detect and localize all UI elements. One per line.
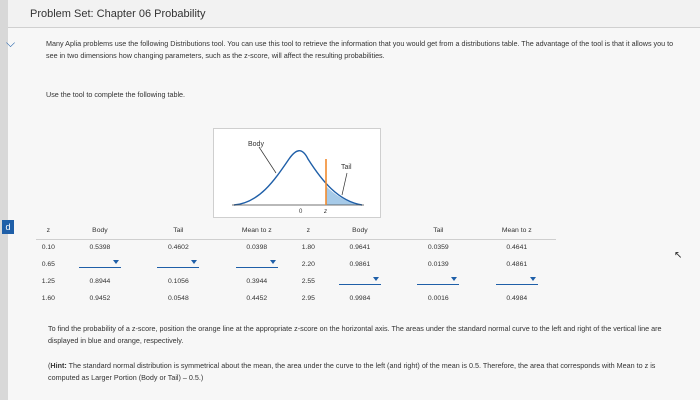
cell-mean-to-z-2: 0.4641 xyxy=(506,244,528,252)
cell-z: 0.10 xyxy=(41,244,55,252)
chevron-down-icon xyxy=(191,260,197,264)
side-tab-icon[interactable]: d xyxy=(2,220,14,234)
hint-paragraph: (Hint: The standard normal distribution is symmetrical about the mean, the area under the curve to the left (and right) of the mean is 0.5. Therefore, the area that corresponds with Mean to z is computed as Larger Portion (Body or Tail) – 0.5.) xyxy=(48,361,656,382)
cell-tail-2: 0.0016 xyxy=(427,295,449,302)
chevron-down-icon xyxy=(113,260,119,264)
col-header-z-2: z xyxy=(296,222,321,239)
mean-to-z-dropdown-2[interactable] xyxy=(478,273,556,290)
cell-z: 0.65 xyxy=(41,261,55,268)
mouse-cursor-icon: ↖ xyxy=(674,250,683,261)
title-bar xyxy=(8,0,700,28)
col-header-z: z xyxy=(36,222,61,239)
col-header-body: Body xyxy=(61,222,139,239)
cell-z-2: 2.55 xyxy=(301,278,315,285)
dropdown-select[interactable] xyxy=(79,260,121,268)
cell-mean-to-z-2: 0.4984 xyxy=(506,295,528,302)
cell-z-2: 1.80 xyxy=(301,244,315,252)
problem-page xyxy=(5,0,700,400)
table-row xyxy=(36,256,556,273)
distribution-diagram[interactable] xyxy=(213,128,381,218)
chevron-down-icon[interactable]: ⌵ xyxy=(6,36,16,50)
col-header-mean-to-z-2: Mean to z xyxy=(478,222,556,239)
page-title: Problem Set: Chapter 06 Probability xyxy=(30,8,206,20)
cell-body-2: 0.9984 xyxy=(349,295,371,302)
normal-curve-graphic xyxy=(214,129,382,219)
chevron-down-icon xyxy=(451,277,457,281)
tail-dropdown-2[interactable] xyxy=(399,273,477,290)
col-header-tail: Tail xyxy=(139,222,217,239)
dropdown-select[interactable] xyxy=(236,260,278,268)
instruction-text: Use the tool to complete the following table. xyxy=(46,90,186,99)
tail-dropdown[interactable] xyxy=(139,256,217,273)
dropdown-select[interactable] xyxy=(157,260,199,268)
intro-text: Many Aplia problems use the following Distributions tool. You can use this tool to retrieve the information that you would get from a distributions table. The advantage of the tool is that it allows you to see in two dimensions how changing parameters, such as the z-score, will affect the resulting probabilities. xyxy=(46,39,674,60)
table-row xyxy=(36,273,556,290)
cell-tail: 0.4602 xyxy=(167,244,189,252)
mean-to-z-dropdown[interactable] xyxy=(218,256,296,273)
hint-text: The standard normal distribution is symmetrical about the mean, the area under the curve to the left (and right) of the mean is 0.5. Therefore, the area that corresponds with Mean to z is computed as Larger Portion (Body or Tail) – 0.5.) xyxy=(48,361,656,382)
cell-tail-2: 0.0359 xyxy=(427,244,449,252)
chevron-down-icon xyxy=(530,277,536,281)
cell-body: 0.5398 xyxy=(89,244,111,252)
cell-body: 0.9452 xyxy=(89,295,111,302)
cell-tail: 0.0548 xyxy=(167,295,189,302)
cell-tail: 0.1056 xyxy=(167,278,189,285)
cell-mean-to-z: 0.3944 xyxy=(246,278,268,285)
instructions-paragraph: To find the probability of a z-score, position the orange line at the appropriate z-score on the horizontal axis. The areas under the standard normal curve to the left and right of the vertical line are displayed in blue and orange, respectively. xyxy=(48,324,662,345)
body-label: Body xyxy=(248,141,264,148)
cell-body: 0.8944 xyxy=(89,278,111,285)
table-row xyxy=(36,239,556,256)
axis-zero-label: 0 xyxy=(299,209,303,215)
cell-mean-to-z: 0.0398 xyxy=(246,244,268,252)
cell-z-2: 2.95 xyxy=(301,295,315,302)
col-header-body-2: Body xyxy=(321,222,399,239)
table-row xyxy=(36,290,556,307)
cell-z-2: 2.20 xyxy=(301,261,315,268)
probability-table xyxy=(36,222,556,307)
cell-mean-to-z-2: 0.4861 xyxy=(506,261,528,268)
normal-curve xyxy=(234,151,362,205)
dropdown-select[interactable] xyxy=(339,277,381,285)
axis-z-label: z xyxy=(324,209,327,215)
chevron-down-icon xyxy=(270,260,276,264)
tail-pointer xyxy=(342,173,347,195)
hint-label: Hint: xyxy=(50,361,67,370)
body-dropdown[interactable] xyxy=(61,256,139,273)
dropdown-select[interactable] xyxy=(417,277,459,285)
body-dropdown-2[interactable] xyxy=(321,273,399,290)
dropdown-select[interactable] xyxy=(496,277,538,285)
cell-tail-2: 0.0139 xyxy=(427,261,449,268)
cell-z: 1.25 xyxy=(41,278,55,285)
cell-mean-to-z: 0.4452 xyxy=(246,295,268,302)
chevron-down-icon xyxy=(373,277,379,281)
body-pointer xyxy=(259,147,276,173)
col-header-tail-2: Tail xyxy=(399,222,477,239)
table-header-row xyxy=(36,222,556,239)
tail-label: Tail xyxy=(341,164,352,171)
col-header-mean-to-z: Mean to z xyxy=(218,222,296,239)
cell-body-2: 0.9861 xyxy=(349,261,371,268)
cell-body-2: 0.9641 xyxy=(349,244,371,252)
cell-z: 1.60 xyxy=(41,295,55,302)
